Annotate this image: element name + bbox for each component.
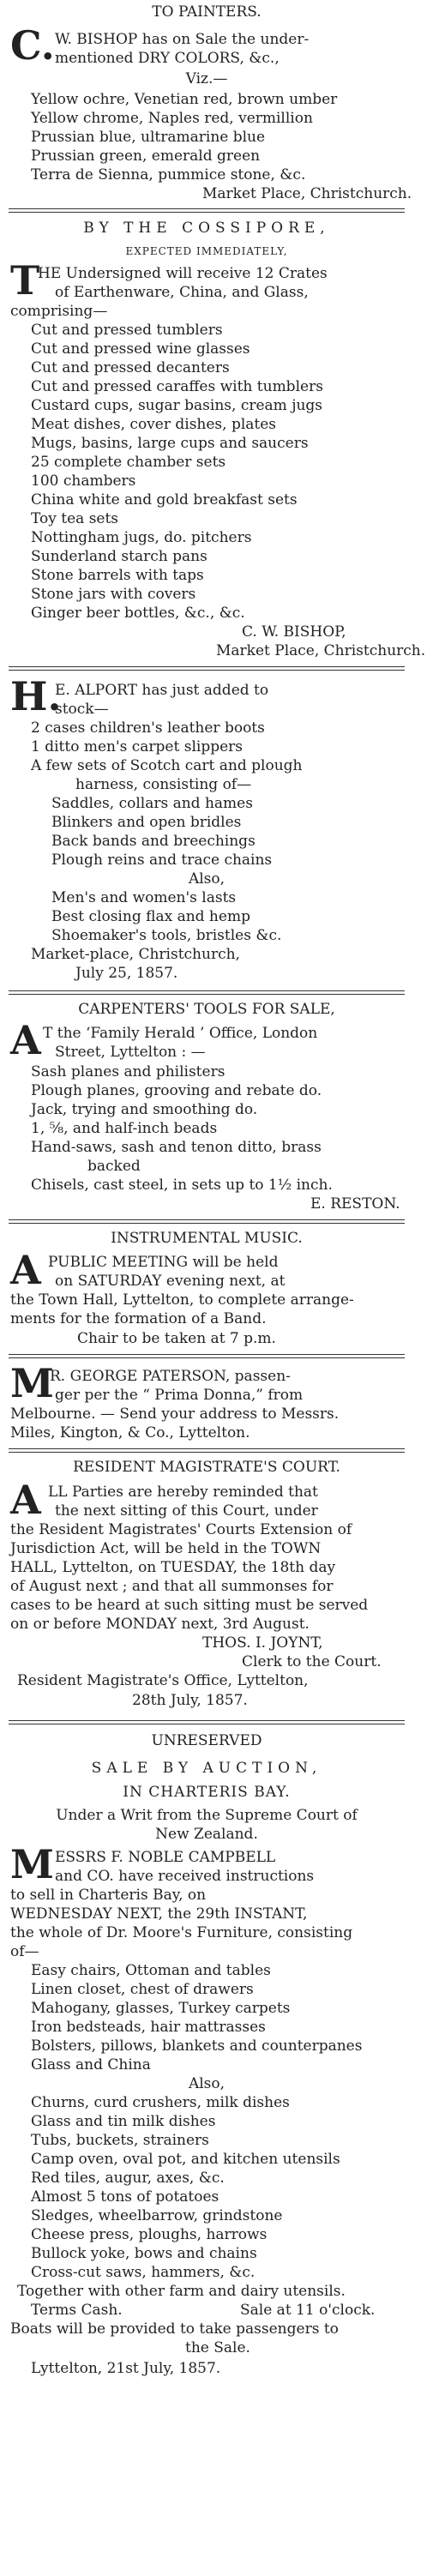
divider <box>9 1448 405 1453</box>
list-item: Prussian green, emerald green <box>31 147 261 165</box>
ad-text: cases to be heard at such sitting must be served <box>10 1597 369 1614</box>
list-item: Custard cups, sugar basins, cream jugs <box>31 397 323 414</box>
list-item: Red tiles, augur, axes, &c. <box>31 2170 225 2187</box>
ad-date: July 25, 1857. <box>75 965 178 982</box>
list-item: Glass and tin milk dishes <box>31 2113 216 2130</box>
list-item: Plough planes, grooving and rebate do. <box>31 1082 322 1099</box>
ad-text: the Town Hall, Lyttelton, to complete arrange- <box>10 1291 354 1309</box>
ad-text: the Sale. <box>185 2339 250 2356</box>
ad-text: W. BISHOP has on Sale the under- <box>55 31 310 48</box>
ad-signature: THOS. I. JOYNT, <box>202 1634 323 1652</box>
ad-text: HALL, Lyttelton, on TUESDAY, the 18th day <box>10 1559 336 1576</box>
ad-terms: Terms Cash. <box>31 2302 123 2319</box>
ad-text: Viz.— <box>185 70 228 87</box>
list-item: Mahogany, glasses, Turkey carpets <box>31 2000 291 2017</box>
list-item: Cheese press, ploughs, harrows <box>31 2226 268 2243</box>
list-item: Stone jars with covers <box>31 586 196 603</box>
list-item: Blinkers and open bridles <box>51 814 242 831</box>
drop-cap: A <box>10 1477 41 1523</box>
drop-cap: H. <box>10 673 62 719</box>
ad-text: the Resident Magistrates' Courts Extension of <box>10 1521 352 1538</box>
list-item: Iron bedsteads, hair mattrasses <box>31 2019 266 2036</box>
drop-cap: M <box>10 1360 54 1406</box>
ad-text: Boats will be provided to take passengers to <box>10 2320 339 2338</box>
ad-text: R. GEORGE PATERSON, passen- <box>50 1368 291 1385</box>
ad-text: the whole of Dr. Moore's Furniture, consisting <box>10 1924 353 1941</box>
list-item: harness, consisting of— <box>75 776 252 793</box>
ad-text: to sell in Charteris Bay, on <box>10 1887 207 1904</box>
ad-text: T the ‘Family Herald ’ Office, London <box>43 1025 318 1042</box>
ad-text: Miles, Kington, & Co., Lyttelton. <box>10 1424 250 1441</box>
drop-cap: C. <box>10 22 55 69</box>
list-item: Terra de Sienna, pummice stone, &c. <box>31 166 306 184</box>
ad-subheading: SALE BY AUCTION, <box>91 1760 322 1777</box>
ad-address: Market Place, Christchurch. <box>202 185 412 202</box>
ad-text: Street, Lyttelton : — <box>55 1044 206 1061</box>
list-item: Together with other farm and dairy utensils. <box>17 2283 346 2300</box>
drop-cap: A <box>10 1247 41 1293</box>
list-item: 100 chambers <box>31 472 136 490</box>
list-item: Nottingham jugs, do. pitchers <box>31 529 252 546</box>
ad-heading-music: INSTRUMENTAL MUSIC. <box>111 1230 303 1247</box>
list-item: Plough reins and trace chains <box>51 852 273 869</box>
list-item: Mugs, basins, large cups and saucers <box>31 435 309 452</box>
ad-date: Lyttelton, 21st July, 1857. <box>31 2360 221 2377</box>
ad-text: Melbourne. — Send your address to Messrs. <box>10 1405 340 1423</box>
ad-text: PUBLIC MEETING will be held <box>48 1254 279 1271</box>
list-item: Prussian blue, ultramarine blue <box>31 129 266 146</box>
ad-text: ger per the “ Prima Donna,” from <box>55 1387 304 1404</box>
ad-text: Also, <box>188 2075 226 2092</box>
ad-heading-to-painters: TO PAINTERS. <box>152 3 262 21</box>
ad-text: New Zealand. <box>155 1826 258 1843</box>
ad-text: Also, <box>188 870 226 888</box>
ad-signature: E. RESTON. <box>310 1195 400 1213</box>
list-item: 25 complete chamber sets <box>31 454 226 471</box>
ad-heading-auction: UNRESERVED <box>151 1732 262 1749</box>
list-item: Cross-cut saws, hammers, &c. <box>31 2264 256 2281</box>
list-item: Glass and China <box>31 2056 151 2073</box>
list-item: Easy chairs, Ottoman and tables <box>31 1962 271 1979</box>
ad-heading-carpenters: CARPENTERS' TOOLS FOR SALE, <box>78 1001 335 1018</box>
ad-place: IN CHARTERIS BAY. <box>123 1784 291 1801</box>
drop-cap: T <box>10 257 40 304</box>
drop-cap: M <box>10 1841 54 1887</box>
list-item: Cut and pressed tumblers <box>31 322 223 339</box>
list-item: Stone barrels with taps <box>31 567 204 584</box>
list-item: Sunderland starch pans <box>31 548 207 565</box>
ad-heading-court: RESIDENT MAGISTRATE'S COURT. <box>73 1459 340 1476</box>
list-item: Tubs, buckets, strainers <box>31 2132 209 2149</box>
list-item: Yellow ochre, Venetian red, brown umber <box>31 91 338 108</box>
list-item: Jack, trying and smoothing do. <box>31 1101 258 1118</box>
newspaper-column <box>5 0 424 2576</box>
ad-heading-cossipore: BY THE COSSIPORE, <box>83 220 330 237</box>
list-item: 1, ⅝, and half-inch beads <box>31 1120 218 1137</box>
list-item: Toy tea sets <box>31 510 119 527</box>
ad-subheading: EXPECTED IMMEDIATELY, <box>125 245 288 257</box>
list-item: Saddles, collars and hames <box>51 795 253 812</box>
list-item: Linen closet, chest of drawers <box>31 1981 254 1998</box>
ad-text: HE Undersigned will receive 12 Crates <box>38 265 328 282</box>
ad-text: Jurisdiction Act, will be held in the TOWN <box>10 1540 322 1557</box>
ad-address: Resident Magistrate's Office, Lyttelton, <box>17 1672 309 1689</box>
divider <box>9 1720 405 1724</box>
ad-text: WEDNESDAY NEXT, the 29th INSTANT, <box>10 1905 308 1923</box>
list-item: Ginger beer bottles, &c., &c. <box>31 605 245 622</box>
ad-address: Market-place, Christchurch, <box>31 946 240 963</box>
divider <box>9 1219 405 1224</box>
ad-text: E. ALPORT has just added to <box>55 682 269 699</box>
ad-text: mentioned DRY COLORS, &c., <box>55 50 280 67</box>
list-item: Back bands and breechings <box>51 833 256 850</box>
list-item: Meat dishes, cover dishes, plates <box>31 416 277 433</box>
ad-signature: C. W. BISHOP, <box>242 623 346 641</box>
ad-date: 28th July, 1857. <box>132 1692 248 1709</box>
list-item: Bullock yoke, bows and chains <box>31 2245 257 2262</box>
ad-text: LL Parties are hereby reminded that <box>48 1484 318 1501</box>
ad-text: of— <box>10 1943 39 1960</box>
ad-text: of August next ; and that all summonses for <box>10 1578 334 1595</box>
ad-text: Under a Writ from the Supreme Court of <box>56 1807 358 1824</box>
list-item: Yellow chrome, Naples red, vermillion <box>31 110 313 127</box>
divider <box>9 990 405 995</box>
ad-title: Clerk to the Court. <box>242 1653 382 1670</box>
list-item: 2 cases children's leather boots <box>31 719 265 737</box>
list-item: Cut and pressed caraffes with tumblers <box>31 378 323 395</box>
list-item: Sash planes and philisters <box>31 1063 226 1080</box>
drop-cap: A <box>10 1017 41 1063</box>
divider <box>9 666 405 671</box>
ad-text: and CO. have received instructions <box>55 1868 315 1885</box>
list-item: Churns, curd crushers, milk dishes <box>31 2094 290 2111</box>
ad-text: on SATURDAY evening next, at <box>55 1273 286 1290</box>
ad-text: the next sitting of this Court, under <box>55 1502 318 1520</box>
ad-text: ESSRS F. NOBLE CAMPBELL <box>55 1849 276 1866</box>
list-item: Hand-saws, sash and tenon ditto, brass <box>31 1139 322 1156</box>
list-item: Men's and women's lasts <box>51 889 237 906</box>
list-item: China white and gold breakfast sets <box>31 491 298 509</box>
ad-text: of Earthenware, China, and Glass, <box>55 284 309 301</box>
list-item: Bolsters, pillows, blankets and counterpanes <box>31 2037 363 2055</box>
list-item: backed <box>87 1158 141 1175</box>
divider <box>9 208 405 213</box>
list-item: Almost 5 tons of potatoes <box>31 2188 220 2206</box>
list-item: 1 ditto men's carpet slippers <box>31 738 244 755</box>
list-item: A few sets of Scotch cart and plough <box>31 757 303 774</box>
ad-address: Market Place, Christchurch. <box>216 642 426 659</box>
ad-text: on or before MONDAY next, 3rd August. <box>10 1616 310 1633</box>
divider <box>9 1354 405 1358</box>
ad-text: ments for the formation of a Band. <box>10 1310 267 1327</box>
ad-text: stock— <box>55 701 109 718</box>
list-item: Sledges, wheelbarrow, grindstone <box>31 2207 283 2224</box>
ad-text: Chair to be taken at 7 p.m. <box>77 1330 276 1347</box>
list-item: Chisels, cast steel, in sets up to 1½ inch. <box>31 1177 333 1194</box>
list-item: Cut and pressed wine glasses <box>31 340 250 358</box>
ad-text: comprising— <box>10 303 108 320</box>
list-item: Cut and pressed decanters <box>31 359 230 376</box>
list-item: Shoemaker's tools, bristles &c. <box>51 927 282 944</box>
list-item: Camp oven, oval pot, and kitchen utensils <box>31 2151 340 2168</box>
list-item: Best closing flax and hemp <box>51 908 250 925</box>
ad-sale-time: Sale at 11 o'clock. <box>240 2302 376 2319</box>
